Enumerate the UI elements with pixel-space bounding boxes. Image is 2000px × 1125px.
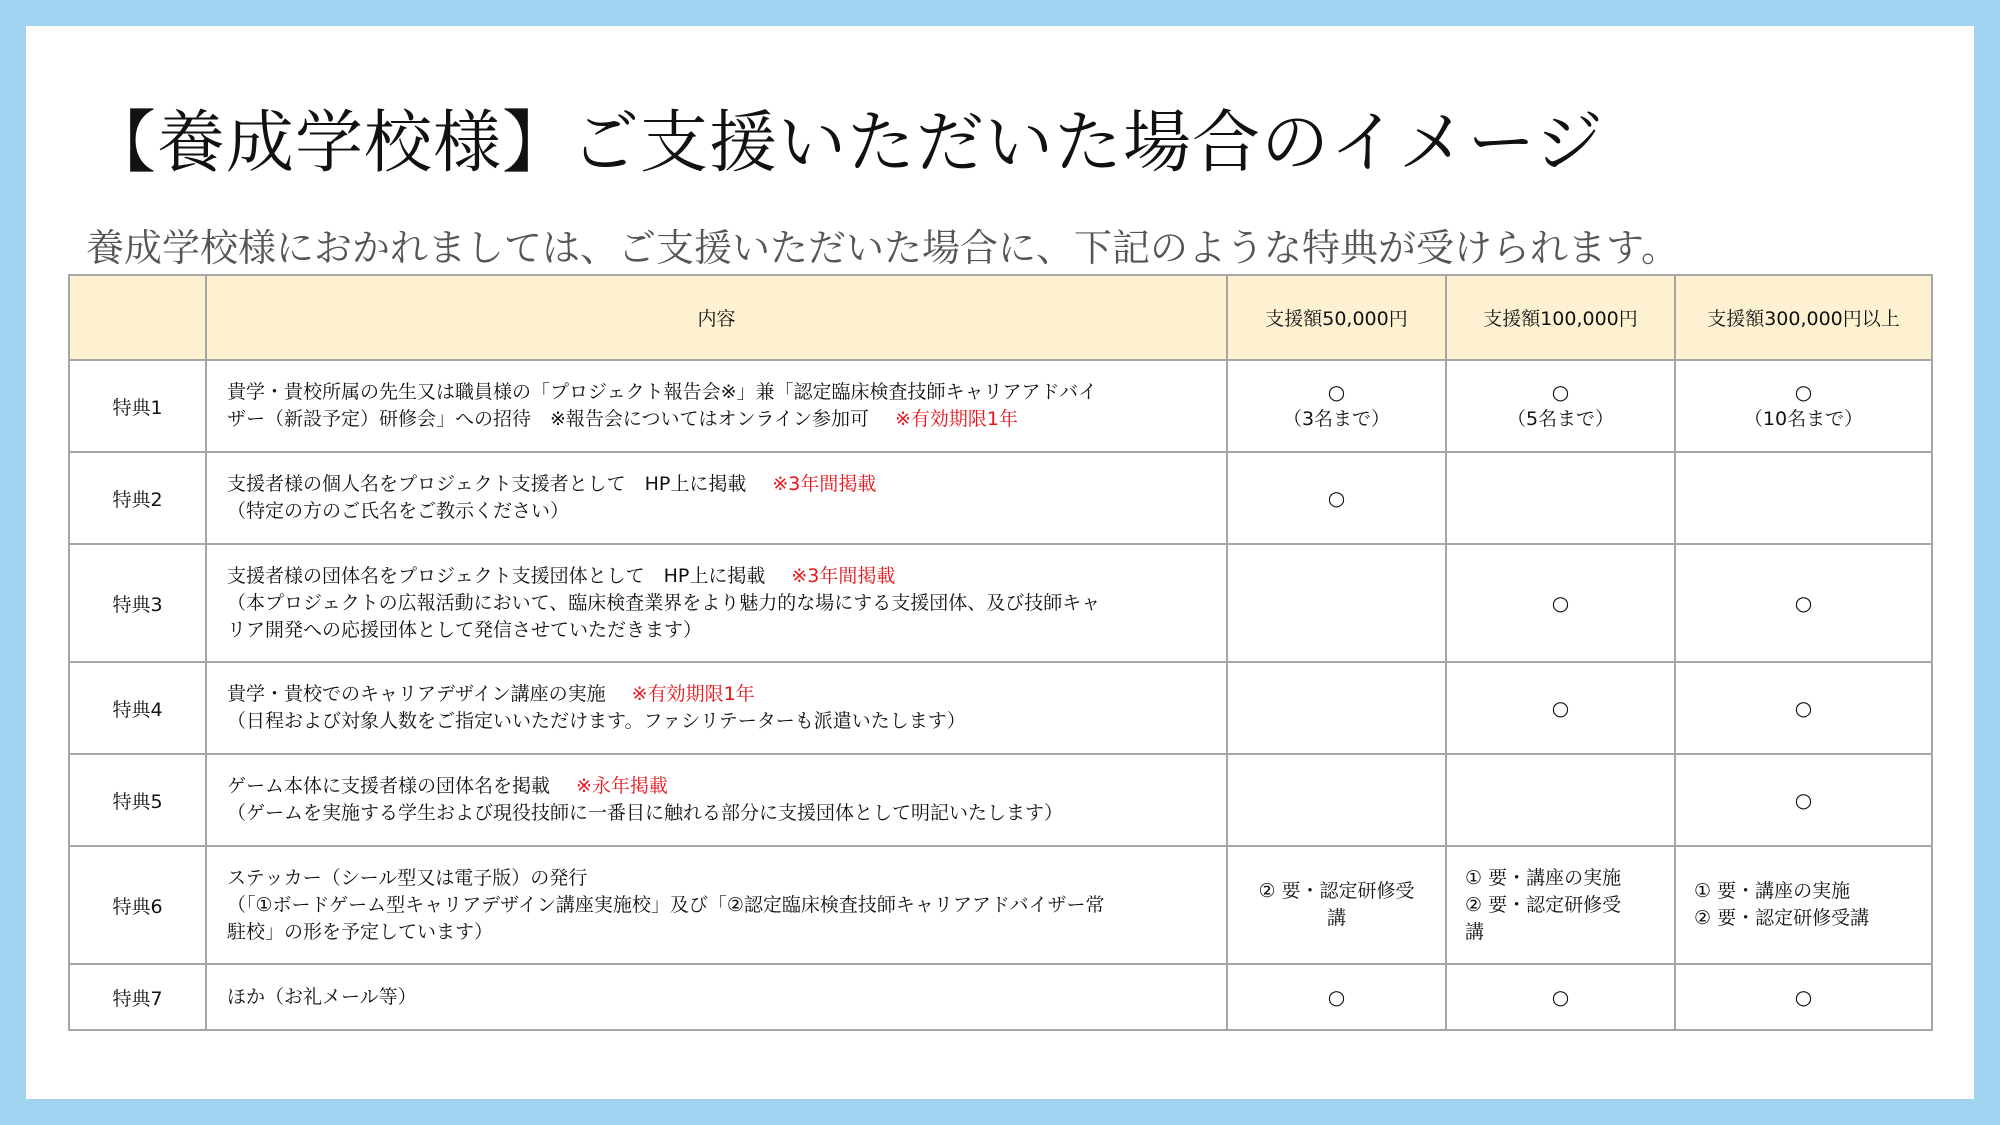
requirement-text: ② 要・認定研修受講 [1694,907,1870,929]
table-row [69,846,1932,964]
requirement-text: ① 要・講座の実施 [1465,866,1622,889]
page-title: 【養成学校様】ご支援いただいた場合のイメージ [88,104,1604,183]
table-row [69,544,1932,662]
tier3-cell: ○ [1675,662,1932,754]
note-text: ※有効期限1年 [894,408,1018,430]
limit-text: （10名まで） [1743,408,1864,430]
row-content [206,452,1227,544]
row-content [206,662,1227,754]
row-label: 特典6 [69,846,206,964]
tier2-cell: ○ [1446,544,1675,662]
content-line: 貴学・貴校所属の先生又は職員様の「プロジェクト報告会※」兼「認定臨床検査技師キャリアアドバイ [227,381,1098,403]
tier3-cell [1675,360,1932,452]
table-header-row [69,275,1932,360]
requirement-text: ① 要・講座の実施 [1694,880,1851,902]
table-row [69,452,1932,544]
row-content [206,964,1227,1030]
note-text: ※有効期限1年 [631,683,755,705]
content-line: 支援者様の個人名をプロジェクト支援者として HP上に掲載 [227,473,747,495]
page-subtitle: 養成学校様におかれましては、ご支援いただいた場合に、下記のような特典が受けられます。 [86,226,1679,270]
row-content [206,754,1227,846]
content-line: 貴学・貴校でのキャリアデザイン講座の実施 [227,683,606,705]
header-label [69,275,206,360]
content-line: ほか（お礼メール等） [227,985,417,1008]
benefits-table [68,274,1933,1031]
circle-mark: ○ [1794,380,1813,404]
row-content [206,544,1227,662]
note-text: ※3年間掲載 [791,564,896,587]
tier1-cell: ○ [1227,452,1446,544]
requirement-text: 講 [1465,920,1485,943]
tier2-cell [1446,754,1675,846]
content-line: ゲーム本体に支援者様の団体名を掲載 [227,775,551,797]
tier1-cell [1227,544,1446,662]
circle-mark: ○ [1551,380,1570,404]
circle-mark: ○ [1327,380,1346,404]
requirement-text: 講 [1326,907,1346,929]
tier3-cell: ○ [1675,544,1932,662]
content-line: （「①ボードゲーム型キャリアデザイン講座実施校」及び「②認定臨床検査技師キャリアアドバイザー常 [227,893,1105,916]
row-label: 特典2 [69,452,206,544]
tier2-cell [1446,846,1675,964]
content-line: リア開発への応援団体として発信させていただきます） [227,618,703,641]
note-text: ※3年間掲載 [772,473,877,495]
table-row [69,360,1932,452]
row-label: 特典5 [69,754,206,846]
note-text: ※永年掲載 [576,775,668,797]
tier2-cell: ○ [1446,964,1675,1030]
header-tier2: 支援額100,000円 [1446,275,1675,360]
row-content [206,360,1227,452]
tier1-cell [1227,662,1446,754]
requirement-text: ② 要・認定研修受 [1258,880,1415,902]
tier3-cell [1675,846,1932,964]
header-tier1: 支援額50,000円 [1227,275,1446,360]
tier3-cell [1675,452,1932,544]
row-label: 特典4 [69,662,206,754]
content-line: （特定の方のご氏名をご教示ください） [227,500,570,522]
row-content [206,846,1227,964]
content-line: 駐校」の形を予定しています） [227,920,494,943]
tier1-cell [1227,754,1446,846]
tier3-cell: ○ [1675,754,1932,846]
tier1-cell [1227,360,1446,452]
tier1-cell [1227,846,1446,964]
tier3-cell: ○ [1675,964,1932,1030]
limit-text: （5名まで） [1506,408,1615,430]
content-line: （ゲームを実施する学生および現役技師に一番目に触れる部分に支援団体として明記いたします） [227,802,1064,824]
tier2-cell [1446,452,1675,544]
tier2-cell: ○ [1446,662,1675,754]
content-line: 支援者様の団体名をプロジェクト支援団体として HP上に掲載 [227,564,766,587]
tier1-cell: ○ [1227,964,1446,1030]
limit-text: （3名まで） [1282,408,1391,430]
content-line: ステッカー（シール型又は電子版）の発行 [227,866,588,889]
tier2-cell [1446,360,1675,452]
content-line: ザー（新設予定）研修会」への招待 ※報告会についてはオンライン参加可 [227,408,869,430]
table-row [69,662,1932,754]
table-row [69,754,1932,846]
row-label: 特典7 [69,964,206,1030]
header-tier3: 支援額300,000円以上 [1675,275,1932,360]
requirement-text: ② 要・認定研修受 [1465,893,1622,916]
content-line: （日程および対象人数をご指定いいただけます。ファシリテーターも派遣いたします） [227,710,966,732]
header-content: 内容 [206,275,1227,360]
row-label: 特典3 [69,544,206,662]
table-row [69,964,1932,1030]
slide [26,26,1974,1099]
row-label: 特典1 [69,360,206,452]
content-line: （本プロジェクトの広報活動において、臨床検査業界をより魅力的な場にする支援団体、及び技師キャ [227,591,1101,614]
